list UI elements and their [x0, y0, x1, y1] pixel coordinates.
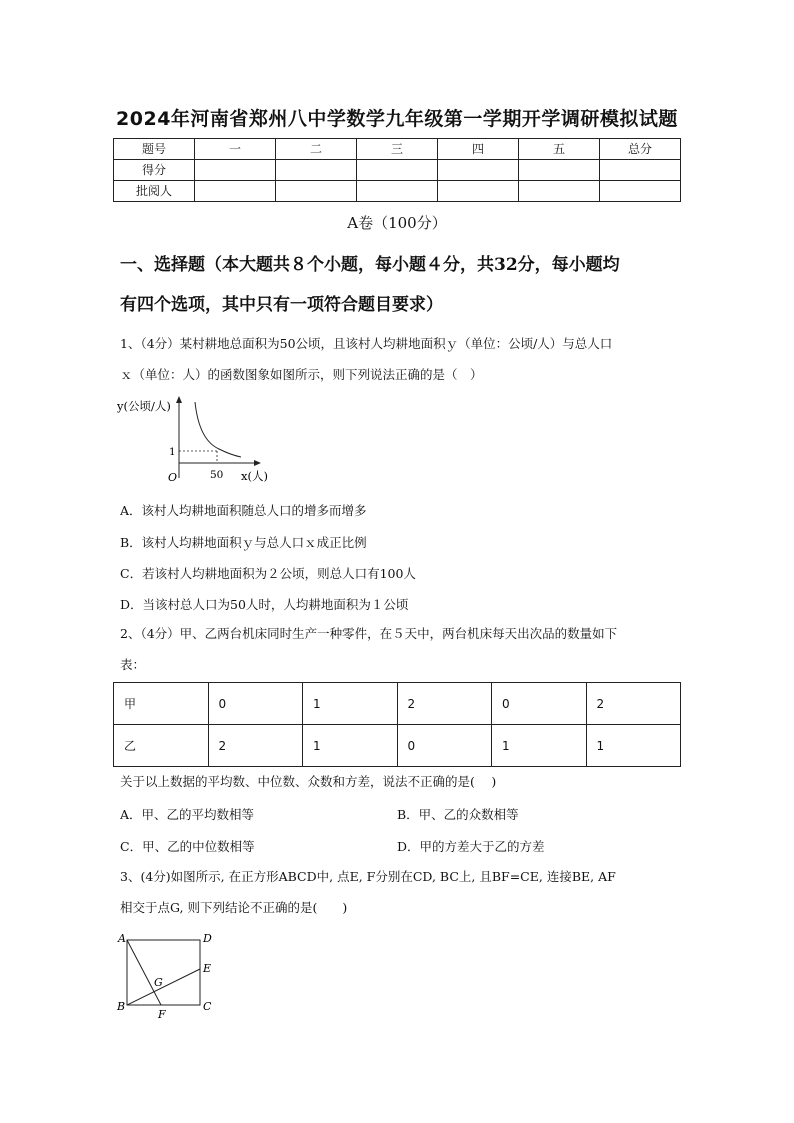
- score-cell: [600, 160, 681, 181]
- label-e: E: [203, 962, 212, 975]
- label-f: F: [158, 1008, 166, 1021]
- graph-x-arrow: [254, 460, 261, 466]
- q2-data-table: [113, 682, 681, 767]
- q1-option-b[interactable]: B．该村人均耕地面积ｙ与总人口ｘ成正比例: [120, 535, 367, 550]
- q1-option-d[interactable]: D．当该村总人口为50人时，人均耕地面积为１公顷: [120, 597, 409, 612]
- segment-af: [127, 940, 161, 1005]
- q1-option-c[interactable]: C．若该村人均耕地面积为２公顷，则总人口有100人: [120, 566, 416, 581]
- q2-table-cell: 0: [208, 683, 303, 725]
- score-cell: [519, 181, 600, 202]
- score-header-cell: 二: [276, 139, 357, 160]
- label-d: D: [203, 932, 212, 945]
- q2-stem-line1: 2、（4分）甲、乙两台机床同时生产一种零件，在５天中，两台机床每天出次品的数量如下: [120, 626, 618, 641]
- score-cell: [276, 181, 357, 202]
- score-cell: [357, 181, 438, 202]
- graph-y-label: y(公顷/人): [117, 399, 171, 413]
- q1-stem-line1: 1、（4分）某村耕地总面积为50公顷，且该村人均耕地面积ｙ（单位：公顷/人）与总人口: [120, 336, 613, 351]
- score-cell: [195, 181, 276, 202]
- label-g: G: [154, 976, 163, 989]
- graph-y-arrow: [176, 396, 182, 403]
- q2-table-cell: 2: [586, 683, 681, 725]
- q2-option-d[interactable]: D．甲的方差大于乙的方差: [397, 839, 545, 854]
- score-cell: [357, 160, 438, 181]
- section-a-subtitle: A卷（100分）: [347, 214, 447, 232]
- label-a: A: [118, 932, 126, 945]
- score-cell: [438, 160, 519, 181]
- score-header-cell: 四: [438, 139, 519, 160]
- score-row-label: 得分: [114, 160, 195, 181]
- score-cell: [195, 160, 276, 181]
- q2-table-cell: 乙: [114, 725, 209, 767]
- score-cell: [600, 181, 681, 202]
- section1-heading-line1: 一、选择题（本大题共８个小题，每小题４分，共32分，每小题均: [120, 255, 620, 275]
- square-abcd: [127, 940, 200, 1005]
- q1-function-graph: [117, 396, 287, 492]
- q2-table-cell: 2: [208, 725, 303, 767]
- score-cell: [519, 160, 600, 181]
- q2-table-cell: 1: [303, 683, 398, 725]
- score-header-cell: 五: [519, 139, 600, 160]
- score-header-cell: 三: [357, 139, 438, 160]
- graph-curve: [195, 402, 241, 457]
- label-c: C: [203, 1000, 212, 1013]
- q2-question: 关于以上数据的平均数、中位数、众数和方差，说法不正确的是( ): [120, 774, 497, 789]
- score-cell: [276, 160, 357, 181]
- q2-table-cell: 1: [492, 725, 587, 767]
- q2-table-cell: 0: [492, 683, 587, 725]
- section1-heading-line2: 有四个选项，其中只有一项符合题目要求）: [120, 295, 443, 315]
- q2-stem-line2: 表：: [120, 657, 146, 672]
- score-table-row: [114, 160, 681, 181]
- score-header-cell: 总分: [600, 139, 681, 160]
- q1-option-a[interactable]: A．该村人均耕地面积随总人口的增多而增多: [120, 503, 367, 518]
- graph-origin-label: O: [168, 471, 178, 484]
- q2-table-cell: 2: [397, 683, 492, 725]
- score-table-row: [114, 181, 681, 202]
- q2-table-cell: 1: [303, 725, 398, 767]
- graph-tick-y-label: 1: [169, 446, 176, 458]
- graph-x-label: x(人): [241, 469, 268, 483]
- q2-option-a[interactable]: A．甲、乙的平均数相等: [120, 807, 255, 822]
- segment-be: [127, 969, 200, 1005]
- graph-tick-x-label: 50: [210, 469, 224, 481]
- label-b: B: [117, 1000, 126, 1013]
- q1-stem-line2: ｘ（单位：人）的函数图象如图所示，则下列说法正确的是（ ）: [120, 367, 483, 382]
- score-cell: [438, 181, 519, 202]
- q2-option-b[interactable]: B．甲、乙的众数相等: [397, 807, 519, 822]
- q2-table-cell: 0: [397, 725, 492, 767]
- q2-table-cell: 甲: [114, 683, 209, 725]
- q2-option-c[interactable]: C．甲、乙的中位数相等: [120, 839, 255, 854]
- score-table-header-row: [114, 139, 681, 160]
- q2-table-row: [114, 683, 681, 725]
- q2-table-row: [114, 725, 681, 767]
- q3-square-figure: [116, 930, 216, 1020]
- q3-stem-line1: 3、(4分)如图所示, 在正方形ABCD中, 点E, F分别在CD, BC上, 且BF=CE, 连接BE, AF: [120, 869, 616, 884]
- score-table: [113, 138, 681, 202]
- exam-title: 2024年河南省郑州八中学数学九年级第一学期开学调研模拟试题: [116, 108, 678, 130]
- score-row-label: 批阅人: [114, 181, 195, 202]
- score-header-cell: 一: [195, 139, 276, 160]
- q3-stem-line2: 相交于点G, 则下列结论不正确的是( ): [120, 900, 348, 915]
- q2-table-cell: 1: [586, 725, 681, 767]
- score-header-cell: 题号: [114, 139, 195, 160]
